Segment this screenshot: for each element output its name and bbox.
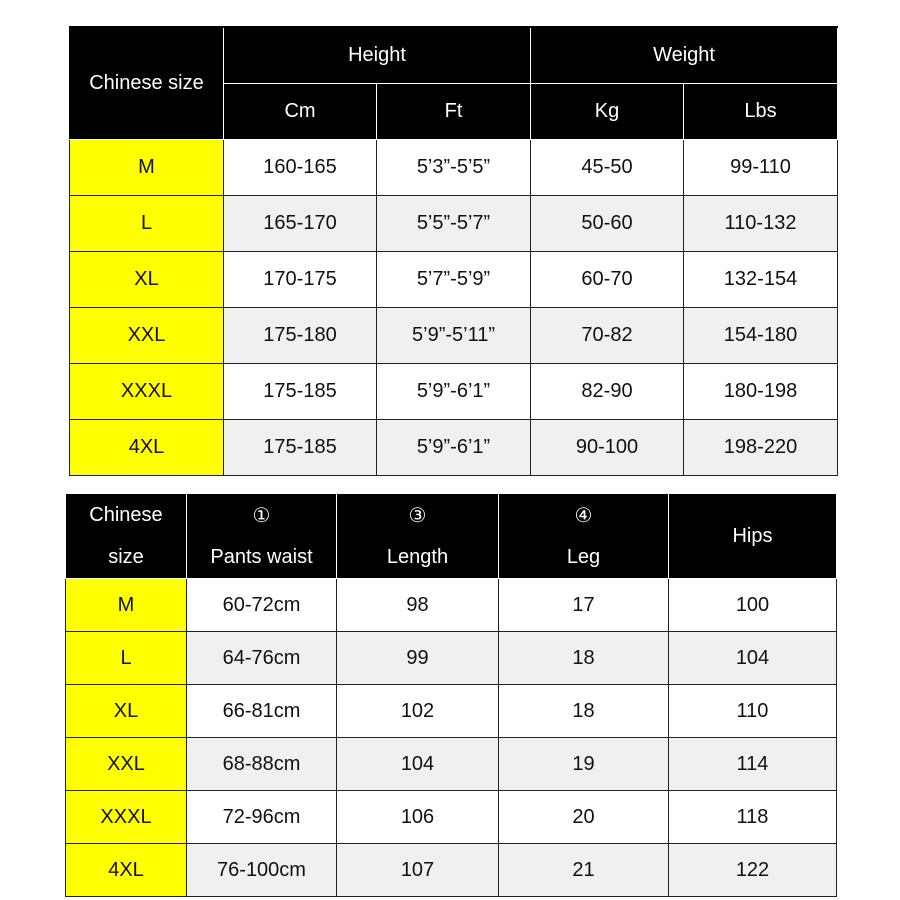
length-cell: 99 [337, 632, 499, 685]
kg-cell: 45-50 [531, 140, 684, 196]
lbs-cell: 198-220 [684, 420, 838, 476]
height-weight-size-table [69, 26, 838, 476]
size-cell: XL [70, 252, 224, 308]
ft-cell: 5’3”-5’5” [377, 140, 531, 196]
cm-cell: 175-180 [224, 308, 377, 364]
length-cell: 102 [337, 685, 499, 738]
ft-cell: 5’9”-6’1” [377, 420, 531, 476]
ft-cell: 5’9”-6’1” [377, 364, 531, 420]
lbs-cell: 154-180 [684, 308, 838, 364]
table-row [66, 632, 837, 685]
header-line1: Chinese [89, 504, 163, 526]
cm-header: Cm [224, 84, 377, 140]
lbs-cell: 99-110 [684, 140, 838, 196]
leg-cell: 18 [499, 632, 669, 685]
table-row [66, 579, 837, 632]
table-row [66, 738, 837, 791]
waist-cell: 64-76cm [187, 632, 337, 685]
header-line2: size [108, 546, 144, 568]
chinese-size-header [66, 494, 187, 579]
hips-cell: 114 [669, 738, 837, 791]
kg-cell: 70-82 [531, 308, 684, 364]
size-cell: XXXL [66, 791, 187, 844]
table-row [70, 420, 838, 476]
leg-header: ④ Leg [499, 494, 669, 579]
table-row [70, 308, 838, 364]
leg-cell: 19 [499, 738, 669, 791]
lbs-cell: 180-198 [684, 364, 838, 420]
waist-cell: 76-100cm [187, 844, 337, 897]
hips-cell: 100 [669, 579, 837, 632]
cm-cell: 170-175 [224, 252, 377, 308]
length-cell: 104 [337, 738, 499, 791]
circled-four-icon: ④ [574, 503, 593, 527]
length-cell: 98 [337, 579, 499, 632]
hips-header: Hips [669, 494, 837, 579]
table-row [66, 791, 837, 844]
size-cell: M [70, 140, 224, 196]
table-row [66, 844, 837, 897]
cm-cell: 165-170 [224, 196, 377, 252]
cm-cell: 175-185 [224, 420, 377, 476]
pants-measurement-table [65, 493, 837, 897]
ft-cell: 5’9”-5’11” [377, 308, 531, 364]
size-cell: XXL [66, 738, 187, 791]
table-row [70, 252, 838, 308]
pants-waist-header: ① Pants waist [187, 494, 337, 579]
kg-cell: 50-60 [531, 196, 684, 252]
leg-cell: 18 [499, 685, 669, 738]
lbs-cell: 110-132 [684, 196, 838, 252]
table-row [70, 140, 838, 196]
circled-three-icon: ③ [408, 503, 427, 527]
chinese-size-header: Chinese size [70, 27, 224, 140]
table-row [70, 196, 838, 252]
kg-cell: 90-100 [531, 420, 684, 476]
waist-cell: 68-88cm [187, 738, 337, 791]
ft-cell: 5’5”-5’7” [377, 196, 531, 252]
size-cell: L [66, 632, 187, 685]
hips-cell: 118 [669, 791, 837, 844]
waist-cell: 72-96cm [187, 791, 337, 844]
size-cell: L [70, 196, 224, 252]
size-cell: XXL [70, 308, 224, 364]
cm-cell: 175-185 [224, 364, 377, 420]
length-cell: 106 [337, 791, 499, 844]
kg-header: Kg [531, 84, 684, 140]
size-cell: XXXL [70, 364, 224, 420]
table-row [70, 364, 838, 420]
hips-cell: 122 [669, 844, 837, 897]
size-cell: XL [66, 685, 187, 738]
size-cell: 4XL [70, 420, 224, 476]
waist-cell: 66-81cm [187, 685, 337, 738]
circled-one-icon: ① [252, 503, 271, 527]
waist-cell: 60-72cm [187, 579, 337, 632]
length-header: ③ Length [337, 494, 499, 579]
lbs-header: Lbs [684, 84, 838, 140]
hips-cell: 110 [669, 685, 837, 738]
lbs-cell: 132-154 [684, 252, 838, 308]
size-cell: M [66, 579, 187, 632]
leg-cell: 21 [499, 844, 669, 897]
ft-header: Ft [377, 84, 531, 140]
kg-cell: 82-90 [531, 364, 684, 420]
leg-cell: 20 [499, 791, 669, 844]
height-header: Height [224, 27, 531, 84]
length-cell: 107 [337, 844, 499, 897]
table-row [66, 685, 837, 738]
ft-cell: 5’7”-5’9” [377, 252, 531, 308]
kg-cell: 60-70 [531, 252, 684, 308]
hips-cell: 104 [669, 632, 837, 685]
weight-header: Weight [531, 27, 838, 84]
leg-cell: 17 [499, 579, 669, 632]
size-cell: 4XL [66, 844, 187, 897]
cm-cell: 160-165 [224, 140, 377, 196]
